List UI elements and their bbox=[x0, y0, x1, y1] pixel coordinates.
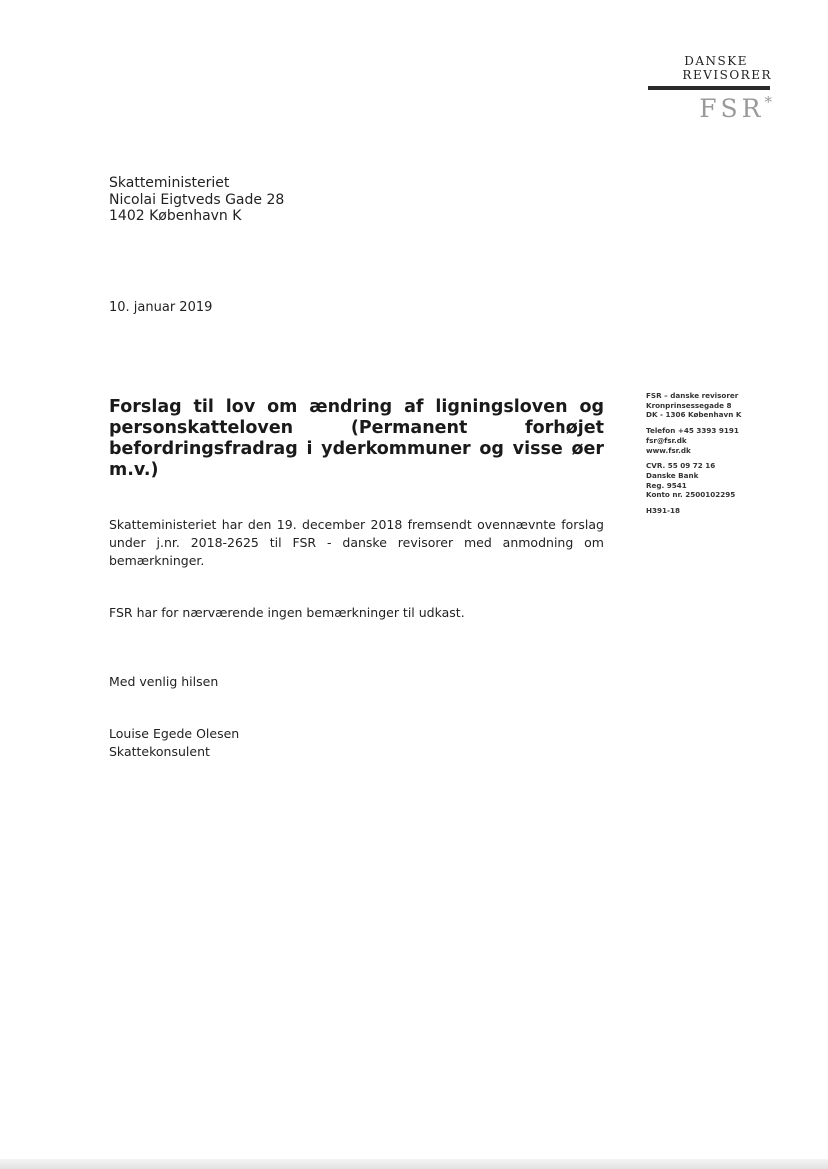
recipient-address bbox=[109, 175, 284, 225]
scan-edge bbox=[0, 1159, 828, 1169]
letter-date: 10. januar 2019 bbox=[109, 300, 213, 315]
sender-bank: Danske Bank bbox=[646, 470, 699, 480]
sender-city: DK - 1306 København K bbox=[646, 410, 742, 420]
sender-org: FSR – danske revisorer bbox=[646, 391, 739, 400]
sender-cvr: CVR. 55 09 72 16 bbox=[646, 461, 716, 471]
sender-address-group bbox=[646, 391, 766, 420]
sender-bank-group bbox=[646, 461, 766, 500]
recipient-name: Skatteministeriet bbox=[109, 175, 230, 191]
sender-phone: Telefon +45 3393 9191 bbox=[646, 426, 739, 436]
recipient-city: 1402 København K bbox=[109, 208, 242, 224]
body-paragraph-2: FSR har for nærværende ingen bemærkninger til udkast. bbox=[109, 605, 465, 620]
logo-text-danske: DANSKE bbox=[684, 54, 748, 68]
body-paragraph-1: Skatteministeriet har den 19. december 2018 fremsendt ovennævnte forslag under j.nr. 2018-2625 til FSR - danske revisorer med anmodning om bemærkninger. bbox=[109, 517, 604, 568]
logo-mark bbox=[699, 86, 772, 125]
sender-email: fsr@fsr.dk bbox=[646, 435, 687, 445]
reference-group bbox=[646, 506, 766, 516]
reference-number: H391-18 bbox=[646, 506, 681, 516]
sender-website: www.fsr.dk bbox=[646, 445, 691, 455]
logo-text-revisorer: REVISORER bbox=[682, 68, 772, 82]
signatory-role: Skattekonsulent bbox=[109, 744, 210, 759]
sender-street: Kronprinsessegade 8 bbox=[646, 400, 732, 410]
fsr-logo bbox=[646, 54, 772, 123]
logo-asterisk: * bbox=[764, 93, 772, 111]
letter-title: Forslag til lov om ændring af ligningsloven og personskatteloven (Permanent forhøjet befordringsfradrag i yderkommuner og visse øer m.v.) bbox=[109, 397, 604, 480]
logo-mark-text: FSR bbox=[699, 94, 765, 123]
closing-greeting: Med venlig hilsen bbox=[109, 674, 219, 689]
signature-block bbox=[109, 725, 239, 761]
sender-account: Konto nr. 2500102295 bbox=[646, 490, 736, 500]
signatory-name: Louise Egede Olesen bbox=[109, 726, 240, 741]
recipient-street: Nicolai Eigtveds Gade 28 bbox=[109, 191, 285, 208]
sender-reg: Reg. 9541 bbox=[646, 480, 687, 490]
sender-details bbox=[646, 391, 766, 522]
sender-contact-group bbox=[646, 426, 766, 455]
